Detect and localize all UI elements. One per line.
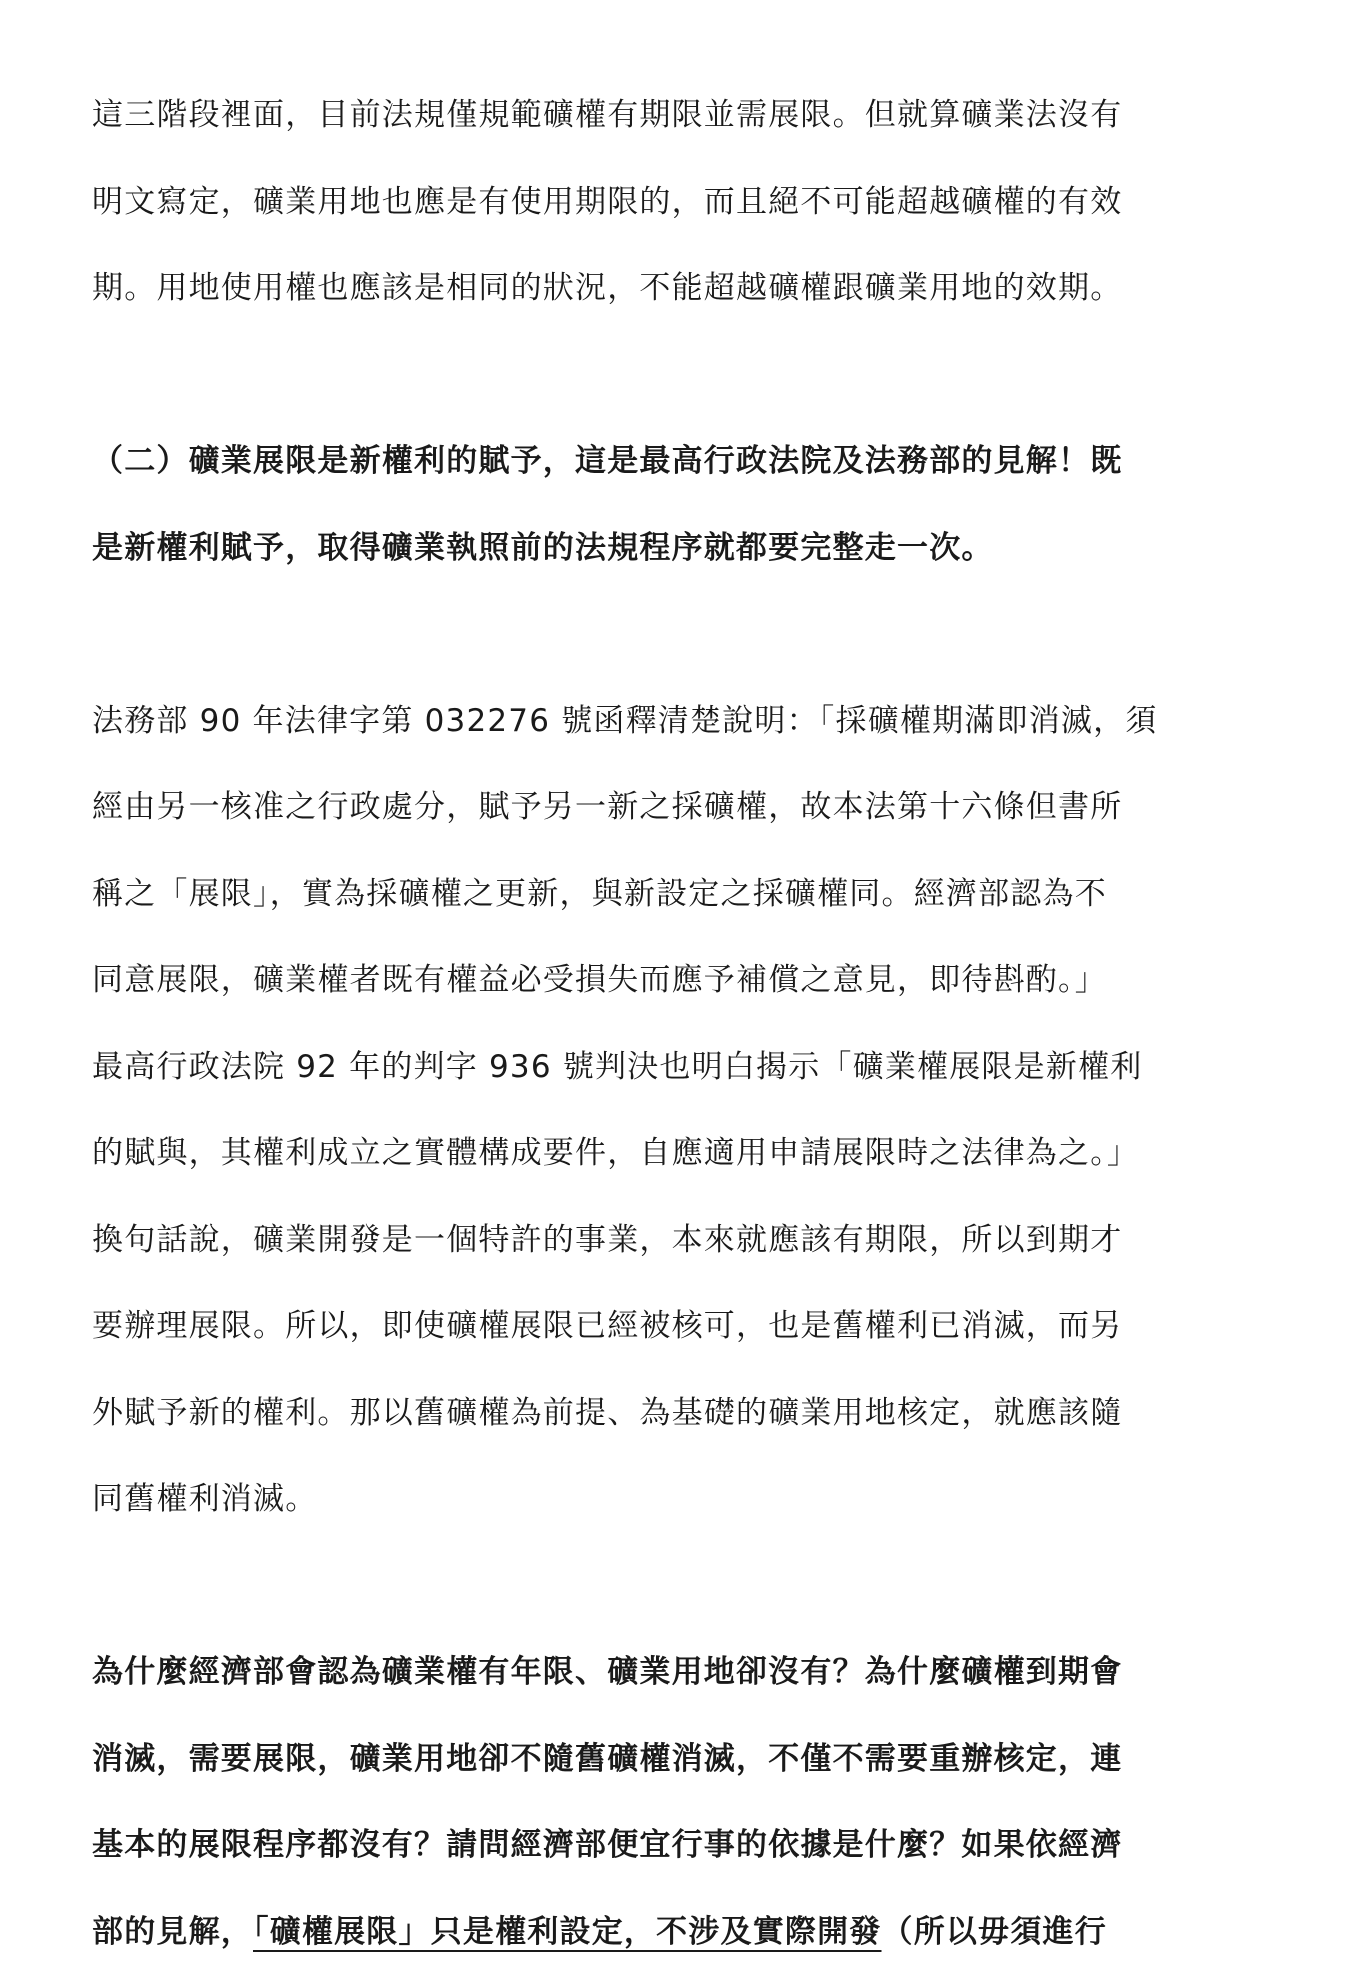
- text-line: 明文寫定，礦業用地也應是有使用期限的，而且絕不可能超越礦權的有效: [92, 183, 1123, 220]
- paragraph-gap: [92, 332, 1282, 419]
- text-line: 的賦與，其權利成立之實體構成要件，自應適用申請展限時之法律為之。」: [92, 1135, 1140, 1171]
- text-segment: 部的見解，: [92, 1913, 253, 1950]
- text-line: 稱之「展限」，實為採礦權之更新，與新設定之採礦權同。經濟部認為不: [92, 875, 1107, 912]
- paragraph-3: [92, 1629, 1282, 1975]
- text-line: 外賦予新的權利。那以舊礦權為前提、為基礎的礦業用地核定，就應該隨: [92, 1394, 1123, 1431]
- text-line: 最高行政法院 92 年的判字 936 號判決也明白揭示「礦業權展限是新權利: [92, 1048, 1143, 1085]
- paragraph-gap: [92, 1543, 1282, 1630]
- text-segment: （所以毋須進行: [881, 1913, 1107, 1950]
- text-line: 為什麼經濟部會認為礦業權有年限、礦業用地卻沒有？為什麼礦權到期會: [92, 1654, 1123, 1690]
- text-line: 法務部 90 年法律字第 032276 號函釋清楚說明：「採礦權期滿即消滅，須: [92, 702, 1158, 739]
- text-line: 消滅，需要展限，礦業用地卻不隨舊礦權消滅，不僅不需要重辦核定，連: [92, 1740, 1123, 1777]
- document-page: [92, 72, 1282, 1975]
- section-heading: [92, 418, 1282, 591]
- text-line: 同舊權利消滅。: [92, 1481, 318, 1517]
- paragraph-gap: [92, 591, 1282, 678]
- heading-line: 是新權利賦予，取得礦業執照前的法規程序就都要完整走一次。: [92, 529, 994, 566]
- text-line: 換句話說，礦業開發是一個特許的事業，本來就應該有期限，所以到期才: [92, 1221, 1123, 1258]
- heading-line: （二）礦業展限是新權利的賦予，這是最高行政法院及法務部的見解！既: [92, 443, 1123, 479]
- paragraph-2: [92, 678, 1282, 1543]
- text-line: 要辦理展限。所以，即使礦權展限已經被核可，也是舊權利已消滅，而另: [92, 1308, 1123, 1344]
- text-line: 同意展限，礦業權者既有權益必受損失而應予補償之意見，即待斟酌。」: [92, 962, 1107, 998]
- text-line: 這三階段裡面，目前法規僅規範礦權有期限並需展限。但就算礦業法沒有: [92, 97, 1123, 133]
- text-line: [92, 1889, 1282, 1976]
- text-line: 經由另一核准之行政處分，賦予另一新之採礦權，故本法第十六條但書所: [92, 789, 1123, 825]
- paragraph-1: [92, 72, 1282, 332]
- text-line: 基本的展限程序都沒有？請問經濟部便宜行事的依據是什麼？如果依經濟: [92, 1827, 1123, 1863]
- underlined-text: 「礦權展限」只是權利設定，不涉及實際開發: [253, 1913, 882, 1950]
- text-line: 期。用地使用權也應該是相同的狀況，不能超越礦權跟礦業用地的效期。: [92, 270, 1123, 306]
